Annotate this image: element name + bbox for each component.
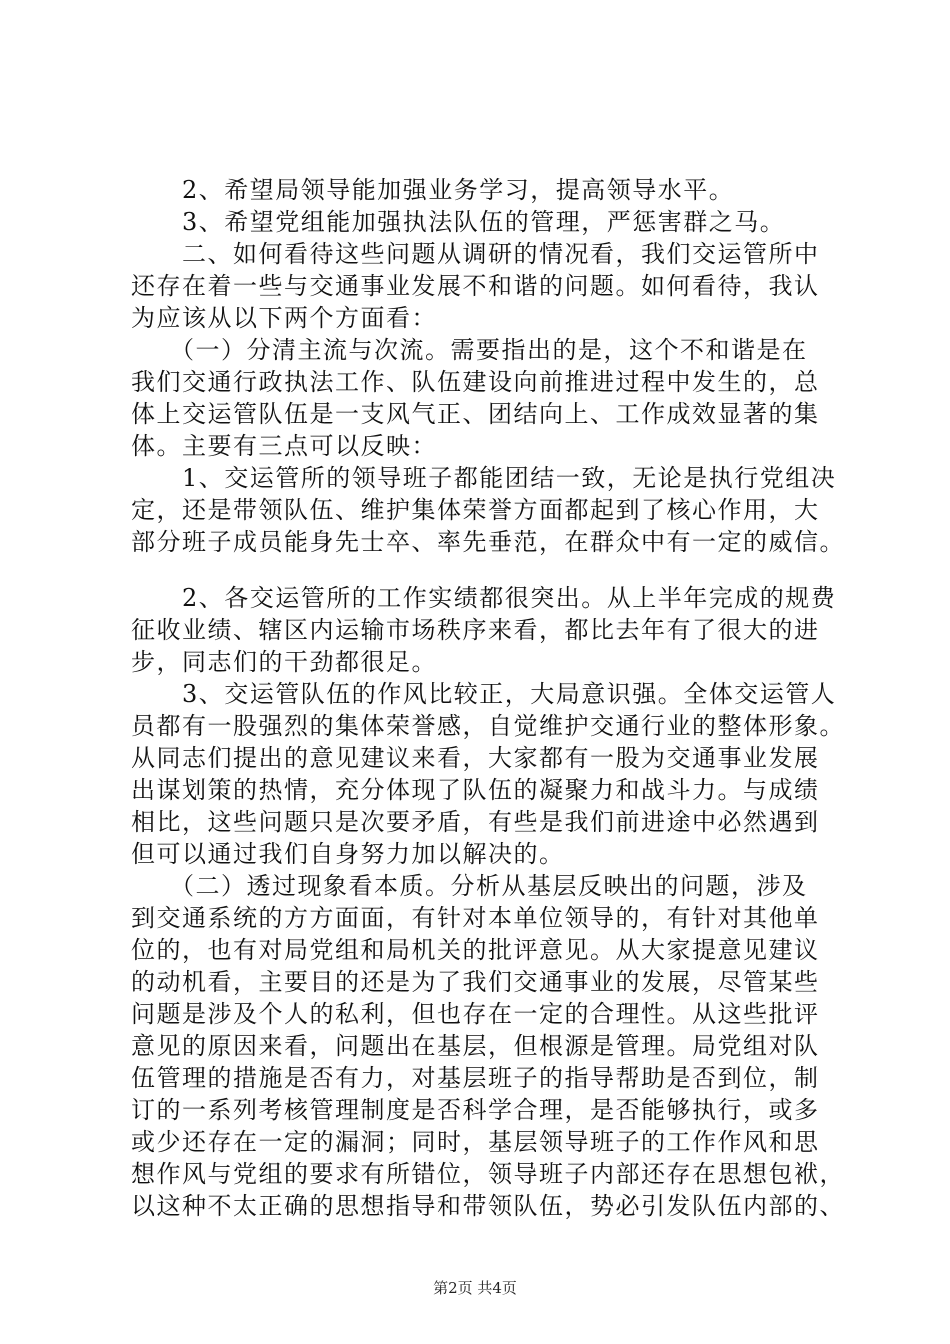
text-line: 问题是涉及个人的私利，但也存在一定的合理性。从这些批评 <box>131 1000 820 1028</box>
text-line: 到交通系统的方方面面，有针对本单位领导的，有针对其他单 <box>131 904 820 932</box>
text-line: （一）分清主流与次流。需要指出的是，这个不和谐是在 <box>131 336 808 364</box>
text-line: 2、希望局领导能加强业务学习，提高领导水平。 <box>131 176 735 204</box>
text-line: 从同志们提出的意见建议来看，大家都有一股为交通事业发展 <box>131 744 820 772</box>
text-line: 为应该从以下两个方面看： <box>131 304 437 332</box>
text-line: 意见的原因来看，问题出在基层，但根源是管理。局党组对队 <box>131 1032 820 1060</box>
text-line: 还存在着一些与交通事业发展不和谐的问题。如何看待，我认 <box>131 272 820 300</box>
text-line: 订的一系列考核管理制度是否科学合理，是否能够执行，或多 <box>131 1096 820 1124</box>
text-line: 二、如何看待这些问题从调研的情况看，我们交运管所中 <box>131 240 820 268</box>
text-line: 出谋划策的热情，充分体现了队伍的凝聚力和战斗力。与成绩 <box>131 776 820 804</box>
text-line: 员都有一股强烈的集体荣誉感，自觉维护交通行业的整体形象。 <box>131 712 845 740</box>
text-line: 征收业绩、辖区内运输市场秩序来看，都比去年有了很大的进 <box>131 616 820 644</box>
text-line: 3、希望党组能加强执法队伍的管理，严惩害群之马。 <box>131 208 786 236</box>
text-line: 但可以通过我们自身努力加以解决的。 <box>131 840 565 868</box>
text-line: 定，还是带领队伍、维护集体荣誉方面都起到了核心作用，大 <box>131 496 820 524</box>
text-line: 伍管理的措施是否有力，对基层班子的指导帮助是否到位，制 <box>131 1064 820 1092</box>
text-line: 3、交运管队伍的作风比较正，大局意识强。全体交运管人 <box>131 680 837 708</box>
page-number-footer: 第2页 共4页 <box>433 1279 517 1297</box>
text-line: 步，同志们的干劲都很足。 <box>131 648 437 676</box>
text-line: 体上交运管队伍是一支风气正、团结向上、工作成效显著的集 <box>131 400 820 428</box>
text-line: 的动机看，主要目的还是为了我们交通事业的发展，尽管某些 <box>131 968 820 996</box>
text-line: 体。主要有三点可以反映： <box>131 432 437 460</box>
text-line: 1、交运管所的领导班子都能团结一致，无论是执行党组决 <box>131 464 837 492</box>
text-line: 部分班子成员能身先士卒、率先垂范，在群众中有一定的威信。 <box>131 528 845 556</box>
text-line: 我们交通行政执法工作、队伍建设向前推进过程中发生的，总 <box>131 368 820 396</box>
text-line: 或少还存在一定的漏洞；同时，基层领导班子的工作作风和思 <box>131 1128 820 1156</box>
text-line: （二）透过现象看本质。分析从基层反映出的问题，涉及 <box>131 872 808 900</box>
text-line: 位的，也有对局党组和局机关的批评意见。从大家提意见建议 <box>131 936 820 964</box>
text-line: 2、各交运管所的工作实绩都很突出。从上半年完成的规费 <box>131 584 837 612</box>
text-line: 想作风与党组的要求有所错位，领导班子内部还存在思想包袱， <box>131 1160 845 1188</box>
text-line: 相比，这些问题只是次要矛盾，有些是我们前进途中必然遇到 <box>131 808 820 836</box>
text-line: 以这种不太正确的思想指导和带领队伍，势必引发队伍内部的、 <box>131 1192 845 1220</box>
